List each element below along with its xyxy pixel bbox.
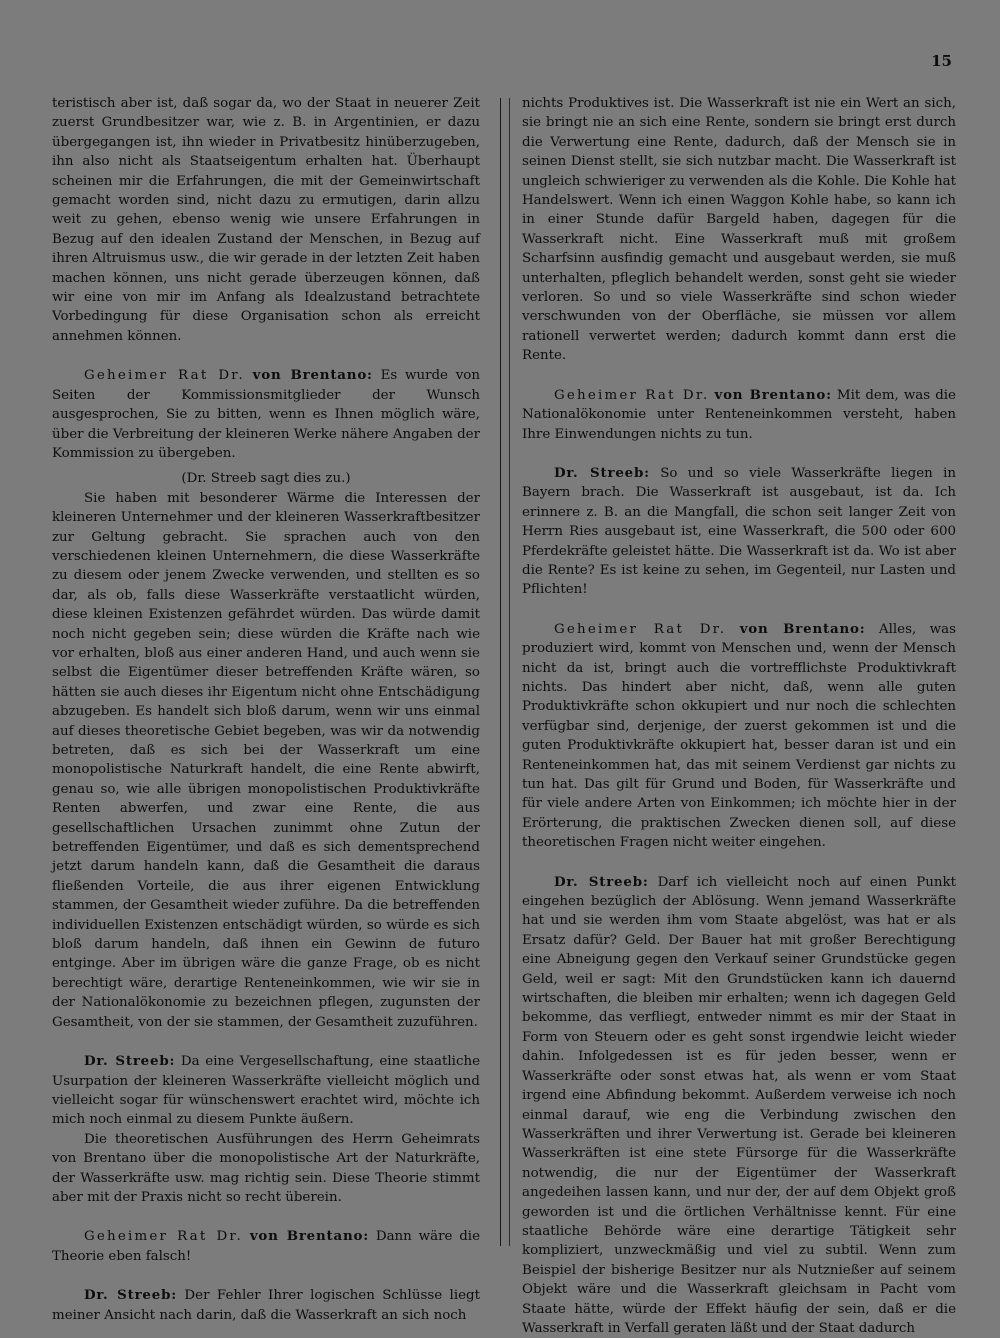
stage-direction: (Dr. Streeb sagt dies zu.) (181, 471, 351, 487)
speech-paragraph (522, 464, 956, 600)
right-column (522, 94, 956, 1338)
speaker-name: Dr. Streeb: (554, 464, 650, 481)
speech-paragraph (52, 366, 480, 463)
speech-text: Mit dem, was die Nationalökonomie unter Renteneinkommen versteht, haben Ihre Einwendungen nichts zu tun. (522, 387, 956, 442)
speaker-title: Geheimer Rat Dr. (554, 621, 727, 637)
speaker-name: Dr. Streeb: (84, 1287, 177, 1304)
speaker-name: von Brentano: (252, 367, 373, 384)
speech-text: Alles, was produziert wird, kommt von Menschen und, wenn der Mensch nicht da ist, bringt auch die vortrefflichste Produktivkraft nichts. Das hindert aber nicht, daß, wenn alle guten Produktivkräfte schon okkupiert und nur noch die schlechten verfügbar sind, derjenige, der zuerst gekommen ist und die guten Produktivkräfte okkupiert hat, besser daran ist und ein Renteneinkommen hat, das mit seinem Verdienst gar nichts zu tun hat. Das gilt für Grund und Boden, für Wasserkräfte und für viele andere Arten von Einkommen; ich möchte hier in der Erörterung, die praktischen Zwecken dienen soll, auf diese theoretischen Fragen nicht weiter eingehen. (522, 621, 956, 851)
paragraph: Sie haben mit besonderer Wärme die Interessen der kleineren Unternehmer und der kleineren Wasserkraftbesitzer zur Geltung gebracht. Sie sprachen auch von den verschiedenen kleinen Unternehmern, die diese Wasserkräfte zu diesem oder jenem Zwecke verwenden, und stellten es so dar, als ob, falls diese Wasserkräfte verstaatlicht würden, diese kleinen Existenzen gefährdet würden. Das würde damit noch nicht gegeben sein; diese würden die Kräfte nach wie vor erhalten, bloß aus einer anderen Hand, und auch wenn sie selbst die Eigentümer dieser betreffenden Kräfte wären, so hätten sie auch dieses ihr Eigentum nicht ohne Entschädigung abzugeben. Es handelt sich bloß darum, wenn wir uns einmal auf dieses theoretische Gebiet begeben, was wir da notwendig betreten, daß es sich bei der Wasserkraft um eine monopolistische Naturkraft handelt, die eine Rente abwirft, genau so, wie alle übrigen monopolistischen Produktivkräfte Renten abwerfen, und zwar eine Rente, die aus gesellschaftlichen Ursachen zunimmt ohne Zutun der betreffenden Eigentümer, und daß es sich dementsprechend jetzt darum handeln kann, daß die Gesamtheit die daraus fließenden Vorteile, die aus ihrer eigenen Entwicklung stammen, der Gesamtheit wieder zuführe. Da die betreffenden individuellen Existenzen entschädigt würden, so würde es sich bloß darum handeln, daß ihnen ein Gewinn de futuro entginge. Aber im übrigen wäre die ganze Frage, ob es nicht berechtigt wäre, derartige Renteneinkommen, wie wir sie in der Nationalökonomie zu bezeichnen pflegen, zugunsten der Gesamtheit, von der sie stammen, der Gesamtheit zuzuführen. (52, 490, 480, 1030)
column-rule (509, 98, 510, 1246)
speech-paragraph (522, 873, 956, 1338)
speaker-name: Dr. Streeb: (84, 1053, 176, 1070)
paragraph: nichts Produktives ist. Die Wasserkraft ist nie ein Wert an sich, sie bringt nie an sich eine Rente, sondern sie bringt erst durch die Verwertung eine Rente, dadurch, daß der Mensch sie in seinen Dienst stellt, sie sich nutzbar macht. Die Wasserkraft ist ungleich schwieriger zu verwenden als die Kohle. Die Kohle hat Handelswert. Wenn ich einen Waggon Kohle habe, so kann ich in einer Stunde dafür Bargeld haben, dagegen für die Wasserkraft nicht. Eine Wasserkraft muß mit großem Scharfsinn ausfindig gemacht und ausgebaut werden, sie muß unterhalten, pfleglich behandelt werden, sonst geht sie wieder verloren. So und so viele Wasserkräfte sind schon wieder verschwunden von der Oberfläche, sie müssen vor allem rationell verwertet werden; dadurch kommt dann erst die Rente. (522, 96, 956, 364)
speech-text: Es wurde von Seiten der Kommissionsmitglieder der Wunsch ausgesprochen, Sie zu bitten, wenn es Ihnen möglich wäre, über die Verbreitung der kleineren Werke nähere Angaben der Kommission zu übergeben. (52, 368, 480, 461)
speech-paragraph (52, 1227, 480, 1266)
speaker-name: Dr. Streeb: (554, 873, 649, 890)
speaker-name: von Brentano: (714, 386, 832, 403)
column-rule (500, 98, 501, 1246)
speech-paragraph (52, 1286, 480, 1325)
page-number: 15 (931, 52, 952, 70)
speech-paragraph (522, 620, 956, 853)
left-column (52, 94, 480, 1325)
speaker-title: Geheimer Rat Dr. (84, 368, 245, 384)
speech-paragraph (52, 1052, 480, 1130)
speaker-name: von Brentano: (739, 620, 866, 637)
speech-paragraph (522, 386, 956, 444)
speech-text: So und so viele Wasserkräfte liegen in Bayern brach. Die Wasserkraft ist ausgebaut, ist da. Ich erinnere z. B. an die Mangfall, die schon seit langer Zeit von Herrn Ries ausgebaut ist, eine Wasserkraft, die 500 oder 600 Pferdekräfte geleistet hätte. Die Wasserkraft ist da. Wo ist aber die Rente? Es ist keine zu sehen, im Gegenteil, nur Lasten und Pflichten! (522, 465, 956, 598)
paragraph: teristisch aber ist, daß sogar da, wo der Staat in neuerer Zeit zuerst Grundbesitzer war, wie z. B. in Argentinien, er dazu übergegangen ist, ihn wieder in Privatbesitz hinüberzugeben, ihn also nicht als Staatseigentum erhalten hat. Überhaupt scheinen mir die Erfahrungen, die mit der Gemeinwirtschaft gemacht worden sind, nicht dazu zu ermutigen, darin allzu weit zu gehen, ebenso wenig wie unsere Erfahrungen in Bezug auf den idealen Zustand der Menschen, in Bezug auf ihren Altruismus usw., die wir gerade in der letzten Zeit haben machen können, uns nicht gerade überzeugen können, daß wir eine von mir im Anfang als Idealzustand betrachtete Vorbedingung für diese Organisation schon als erreicht annehmen können. (52, 96, 480, 344)
speech-text: Da eine Vergesellschaftung, eine staatliche Usurpation der kleineren Wasserkräfte vielleicht möglich und vielleicht sogar für wünschenswert erachtet wird, möchte ich mich noch einmal zu diesem Punkte äußern. (52, 1054, 480, 1128)
speech-text: Der Fehler Ihrer logischen Schlüsse liegt meiner Ansicht nach darin, daß die Wasserkraft an sich noch (52, 1288, 480, 1323)
speaker-title: Geheimer Rat Dr. (554, 387, 710, 403)
speech-text: Darf ich vielleicht noch auf einen Punkt eingehen bezüglich der Ablösung. Wenn jemand Wasserkräfte hat und sie werden ihm vom Staate abgelöst, was hat er als Ersatz dafür? Geld. Der Bauer hat mit großer Berechtigung eine Abneigung gegen den Verkauf seiner Grundstücke gegen Geld, weil er sagt: Mit den Grundstücken kann ich dauernd wirtschaften, die bleiben mir erhalten; wenn ich dagegen Geld bekomme, das verfliegt, entweder nimmt es mir der Staat in Form von Steuern oder es geht sonst irgendwie leicht wieder dahin. Infolgedessen ist es für jeden besser, wenn er Wasserkräfte oder sonst etwas hat, als wenn er vom Staat irgend eine Abfindung bekommt. Außerdem verweise ich noch einmal darauf, wie eng die Verbindung zwischen den Wasserkräften und ihrer Verwertung ist. Gerade bei kleineren Wasserkräften ist eine stete Fürsorge für die Wasserkräfte notwendig, die nur der Eigentümer der Wasserkraft angedeihen lassen kann, und nur der, der auf dem Objekt groß geworden ist und die örtlichen Verhältnisse kennt. Für eine staatliche Behörde wäre eine derartige Tätigkeit sehr kompliziert, unzweckmäßig und viel zu subtil. Wenn zum Beispiel der bisherige Besitzer nur als Nutznießer auf seinem Objekt wäre und die Wasserkraft gleichsam in Pacht vom Staate hätte, würde der Effekt häufig der sein, daß er die Wasserkraft in Verfall geraten läßt und der Staat dadurch (522, 874, 956, 1336)
paragraph: Die theoretischen Ausführungen des Herrn Geheimrats von Brentano über die monopolistische Art der Naturkräfte, der Wasserkräfte usw. mag richtig sein. Diese Theorie stimmt aber mit der Praxis nicht so recht überein. (52, 1131, 480, 1205)
speaker-title: Geheimer Rat Dr. (84, 1229, 243, 1245)
speaker-name: von Brentano: (249, 1228, 370, 1245)
speech-text: Dann wäre die Theorie eben falsch! (52, 1229, 480, 1264)
